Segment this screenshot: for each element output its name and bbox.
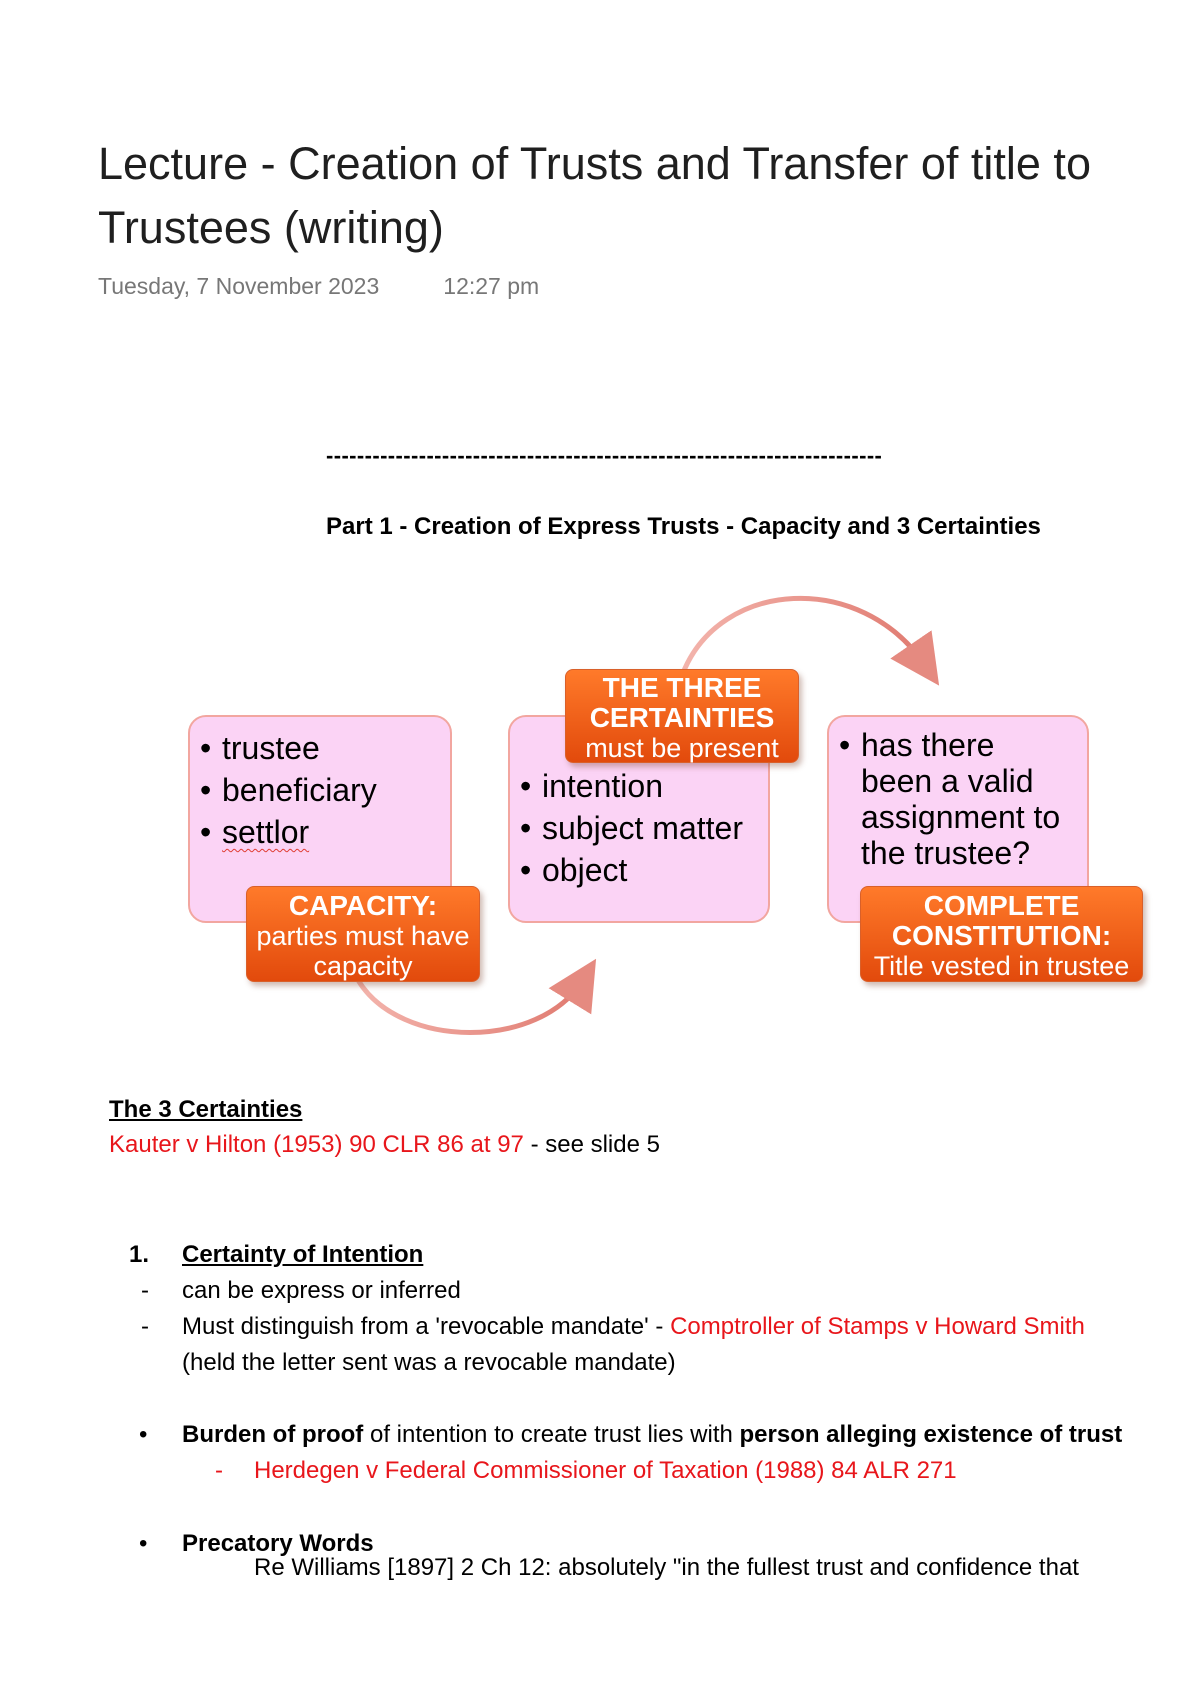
certainties-heading: The 3 Certainties [109, 1096, 303, 1123]
list-item: • beneficiary [198, 769, 442, 811]
bullet-express-inferred: can be express or inferred [182, 1277, 461, 1304]
intention-heading: Certainty of Intention [182, 1241, 424, 1268]
complete-constitution-badge: COMPLETE CONSTITUTION: Title vested in trustee [860, 886, 1143, 982]
list-item: • settlor [198, 811, 442, 853]
precatory-heading: Precatory Words [182, 1530, 374, 1557]
item-number: 1. [129, 1241, 150, 1268]
trust-creation-diagram [0, 580, 1200, 1060]
bullet-marker: • [139, 1421, 148, 1448]
arc-arrow-top [683, 598, 925, 673]
list-item: • subject matter [518, 807, 760, 849]
list-item: • intention [518, 765, 760, 807]
page-title [98, 132, 1198, 260]
time-text: 12:27 pm [443, 273, 540, 299]
dash-marker: - [141, 1277, 149, 1304]
williams-line: Re Williams [1897] 2 Ch 12: absolutely "in the fullest trust and confidence that [254, 1554, 1079, 1581]
dash-marker: - [215, 1457, 223, 1484]
kauter-reference: Kauter v Hilton (1953) 90 CLR 86 at 97 - see slide 5 [109, 1131, 660, 1158]
list-item: • trustee [198, 727, 442, 769]
title-line-1: Lecture - Creation of Trusts and Transfer of title to [98, 138, 1091, 189]
date-text: Tuesday, 7 November 2023 [98, 273, 380, 299]
bullet-revocable-mandate: Must distinguish from a 'revocable mandate' - Comptroller of Stamps v Howard Smith [182, 1313, 1085, 1340]
arc-arrow-bottom [358, 980, 583, 1033]
divider-line: ------------------------------------------------------------------------ [326, 443, 883, 468]
three-certainties-badge: THE THREE CERTAINTIES must be present [565, 669, 799, 763]
list-item: • object [518, 849, 760, 891]
bullet-marker: • [139, 1530, 148, 1557]
case-citation: Herdegen v Federal Commissioner of Taxation (1988) 84 ALR 271 [254, 1457, 957, 1484]
dash-marker: - [141, 1313, 149, 1340]
title-line-2: Trustees (writing) [98, 202, 444, 253]
case-citation: Comptroller of Stamps v Howard Smith [670, 1313, 1085, 1340]
part-heading: Part 1 - Creation of Express Trusts - Capacity and 3 Certainties [326, 513, 1041, 540]
timestamp [98, 273, 539, 300]
bullet-revocable-mandate-note: (held the letter sent was a revocable mandate) [182, 1349, 676, 1376]
case-citation: Kauter v Hilton (1953) 90 CLR 86 at 97 [109, 1131, 524, 1158]
burden-of-proof: Burden of proof of intention to create trust lies with person alleging existence of trust [182, 1421, 1123, 1448]
cut-off-line-clip [0, 1554, 1200, 1581]
capacity-badge: CAPACITY: parties must have capacity [246, 886, 480, 982]
list-item: • has there been a valid assignment to the trustee? [837, 727, 1079, 871]
